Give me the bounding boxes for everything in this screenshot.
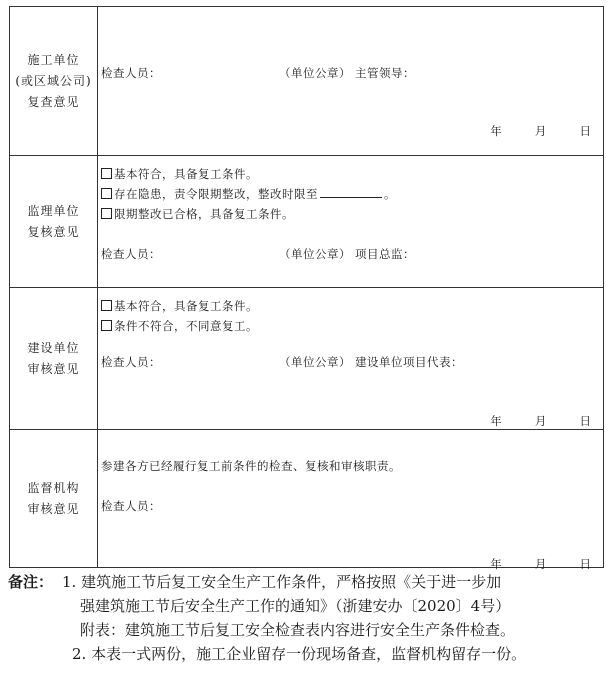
inspector-label: 检查人员： [101, 355, 161, 369]
construction-unit-label-cell [10, 7, 98, 155]
lead-role-label: 主管领导： [355, 66, 415, 80]
row-label-line: 复核意见 [27, 224, 80, 239]
option-text: 基本符合，具备复工条件。 [114, 299, 258, 313]
signature-line [101, 65, 415, 81]
date-line [490, 123, 591, 139]
remark-2: 2. 本表一式两份，施工企业留存一份现场备查，监督机构留存一份。 [72, 645, 527, 663]
year-label: 年 [490, 557, 502, 571]
month-label: 月 [534, 557, 547, 571]
inspector-label: 检查人员： [101, 66, 161, 80]
checkbox[interactable] [101, 320, 112, 331]
signature-line [101, 498, 161, 514]
checkbox[interactable] [101, 300, 112, 311]
option-line [101, 206, 294, 222]
construction-owner-review-row [10, 288, 603, 430]
construction-unit-review-row [10, 7, 603, 156]
row-label-line: (或区域公司) [15, 73, 92, 88]
row-label-line: 建设单位 [27, 340, 80, 355]
option-text: 基本符合，具备复工条件。 [114, 167, 258, 181]
stamp-label: （单位公章） [279, 66, 351, 80]
construction-unit-content-cell [98, 7, 603, 155]
supervision-unit-review-row [10, 156, 603, 288]
stamp-label: （单位公章） [279, 355, 351, 369]
deadline-blank[interactable] [320, 188, 382, 198]
signature-line [101, 246, 415, 262]
signature-line [101, 354, 463, 370]
option-line [101, 318, 258, 334]
owner-label-cell [10, 288, 98, 429]
inspector-label: 检查人员： [101, 247, 161, 261]
checkbox[interactable] [101, 208, 112, 219]
year-label: 年 [490, 124, 502, 138]
day-label: 日 [579, 414, 591, 428]
option-text: 存在隐患，责令限期整改，整改时限至 [114, 187, 318, 201]
supervision-unit-content-cell [98, 156, 603, 287]
supervision-agency-review-row [10, 430, 603, 571]
option-text: 限期整改已合格，具备复工条件。 [114, 207, 294, 221]
stamp-label: （单位公章） [279, 247, 351, 261]
supervision-unit-label-cell [10, 156, 98, 287]
month-label: 月 [534, 414, 547, 428]
date-line [490, 413, 591, 429]
day-label: 日 [579, 124, 591, 138]
checkbox[interactable] [101, 168, 112, 179]
row-label-line: 复查意见 [27, 94, 80, 109]
lead-role-label: 项目总监： [355, 247, 415, 261]
option-line [101, 186, 396, 202]
option-line [101, 298, 258, 314]
inspector-label: 检查人员： [101, 499, 161, 513]
agency-statement: 参建各方已经履行复工前条件的检查、复核和审核职责。 [101, 459, 401, 473]
row-label-line: 审核意见 [27, 502, 80, 516]
review-form-table [9, 6, 604, 571]
row-label-line: 监督机构 [27, 481, 80, 495]
lead-role-label: 建设单位项目代表： [355, 355, 463, 369]
remark-1-line-2: 强建筑施工节后安全生产工作的通知》（浙建安办〔2020〕4号） [80, 597, 511, 615]
option-text: 条件不符合，不同意复工。 [114, 319, 258, 333]
row-label-line: 监理单位 [27, 203, 80, 218]
remarks-title: 备注： [8, 573, 54, 591]
option-suffix: 。 [384, 187, 396, 201]
checkbox[interactable] [101, 188, 112, 199]
row-label-line: 审核意见 [27, 361, 80, 376]
day-label: 日 [579, 557, 591, 571]
agency-label-cell [10, 430, 98, 568]
month-label: 月 [534, 124, 547, 138]
date-line [490, 556, 591, 572]
option-line [101, 166, 258, 182]
year-label: 年 [490, 414, 502, 428]
owner-content-cell [98, 288, 603, 429]
agency-content-cell [98, 430, 603, 571]
remark-1-line-1: 1. 建筑施工节后复工安全生产工作条件，严格按照《关于进一步加 [62, 573, 502, 591]
row-label-line: 施工单位 [27, 52, 80, 67]
remark-1-line-3: 附表：建筑施工节后复工安全检查表内容进行安全生产条件检查。 [80, 621, 516, 639]
